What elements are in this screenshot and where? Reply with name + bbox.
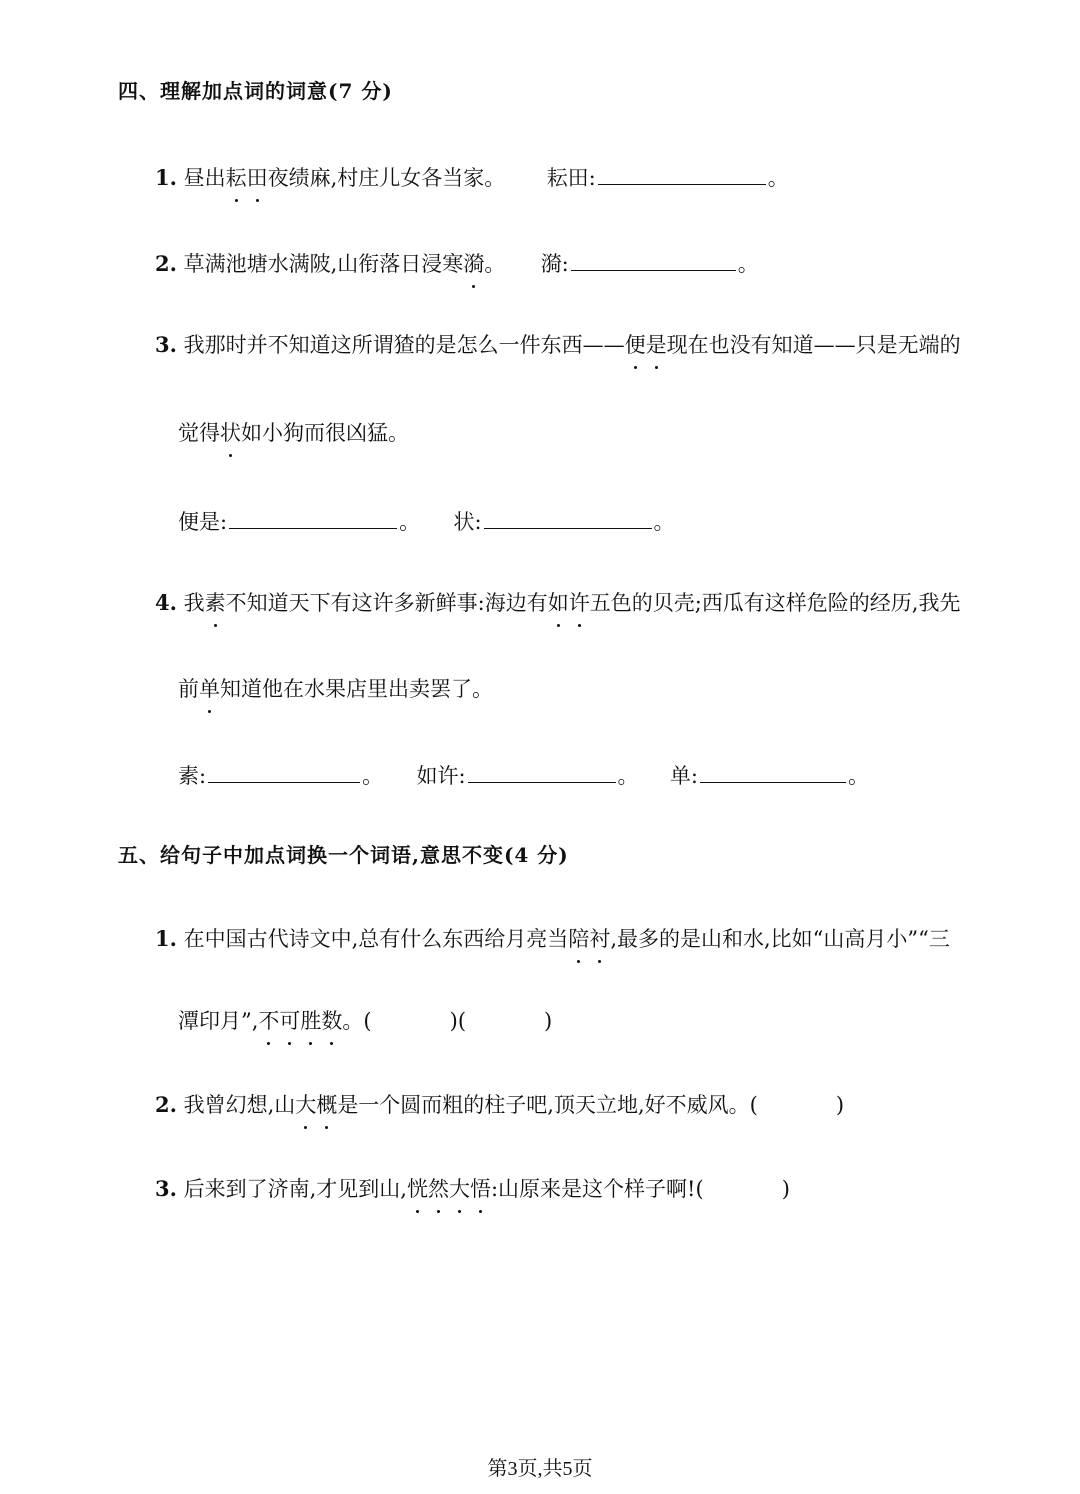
s4-question-2 (155, 246, 759, 279)
q-text: 。( (342, 1009, 372, 1033)
q-text: 如小狗而很凶猛。 (241, 421, 409, 445)
q-text: 。 (737, 252, 759, 276)
q-text: 。 (767, 166, 789, 190)
q-text: 。 (362, 764, 384, 788)
q-text: 昼出 (183, 166, 226, 190)
dotted-word (220, 421, 241, 445)
s5-question-1-line1 (155, 924, 950, 954)
q-text: 。 (399, 510, 421, 534)
answer-label: 便是: (178, 510, 228, 534)
answer-label: 耘田: (546, 166, 596, 190)
q-number: 2. (155, 1092, 177, 1117)
dotted-word (625, 333, 667, 357)
s5-question-2 (155, 1090, 844, 1120)
dotted-word (407, 1177, 491, 1201)
q-text: 潭印月”, (178, 1009, 259, 1033)
emphasis-char: 不 (258, 1006, 279, 1036)
answer-blank[interactable] (468, 758, 616, 783)
s4-question-4-line2 (178, 674, 493, 704)
emphasis-char: 衬 (589, 924, 610, 954)
answer-label: 状: (453, 510, 482, 534)
q-text: ) (835, 1093, 845, 1117)
s4-question-3-line1 (155, 330, 961, 360)
dotted-word (548, 591, 590, 615)
section-5-title: 五、给句子中加点词换一个词语,意思不变(4 分) (118, 843, 569, 867)
emphasis-char: 单 (199, 674, 220, 704)
section-4-title: 四、理解加点词的词意(7 分) (118, 79, 393, 103)
answer-blank[interactable] (208, 758, 360, 783)
emphasis-char: 可 (279, 1006, 300, 1036)
emphasis-char: 大 (449, 1174, 470, 1204)
dotted-word (199, 677, 220, 701)
answer-label: 如许: (416, 764, 466, 788)
q-number: 3. (155, 332, 177, 357)
q-text: ) (544, 1009, 553, 1033)
q-text: 。 (617, 764, 639, 788)
q-text: 觉得 (178, 421, 220, 445)
dotted-word (295, 1093, 337, 1117)
s4-question-1 (155, 160, 789, 193)
q-text: 我 (183, 591, 205, 615)
q-text: 五色的贝壳;西瓜有这样危险的经历,我先 (589, 591, 961, 615)
q-text: 知道他在水果店里出卖罢了。 (220, 677, 493, 701)
q-text: 。 (653, 510, 675, 534)
s4-question-3-answers (178, 504, 675, 537)
q-text: 草满池塘水满陂,山衔落日浸寒 (183, 252, 464, 276)
q-text: )( (449, 1009, 467, 1033)
q-number: 1. (155, 165, 177, 190)
answer-blank[interactable] (700, 758, 846, 783)
emphasis-char: 便 (625, 330, 646, 360)
answer-label: 漪: (540, 252, 569, 276)
q-text: 夜绩麻,村庄儿女各当家。 (267, 166, 506, 190)
emphasis-char: 恍 (407, 1174, 428, 1204)
q-text: 。 (484, 252, 506, 276)
emphasis-char: 陪 (568, 924, 589, 954)
dotted-word (463, 252, 484, 276)
q-text: ,最多的是山和水,比如“山高月小”“三 (610, 927, 950, 951)
dotted-word (226, 166, 268, 190)
emphasis-char: 漪 (463, 249, 484, 279)
q-text: 在中国古代诗文中,总有什么东西给月亮当 (183, 927, 569, 951)
emphasis-char: 然 (428, 1174, 449, 1204)
emphasis-char: 是 (646, 330, 667, 360)
s4-question-4-answers (178, 758, 869, 791)
q-text: 是一个圆而粗的柱子吧,顶天立地,好不威风。( (337, 1093, 758, 1117)
q-text: 我曾幻想,山 (183, 1093, 296, 1117)
emphasis-char: 田 (247, 163, 268, 193)
answer-blank[interactable] (571, 246, 736, 271)
q-text: 不知道天下有这许多新鲜事:海边有 (225, 591, 548, 615)
dotted-word (258, 1009, 342, 1033)
s5-question-1-line2 (178, 1006, 552, 1036)
q-text: 前 (178, 677, 199, 701)
emphasis-char: 胜 (300, 1006, 321, 1036)
q-number: 4. (155, 590, 177, 615)
page-footer: 第3页,共5页 (487, 1458, 593, 1480)
q-number: 2. (155, 251, 177, 276)
q-text: 。 (847, 764, 869, 788)
q-number: 3. (155, 1176, 177, 1201)
emphasis-char: 数 (321, 1006, 342, 1036)
q-text: 后来到了济南,才见到山, (183, 1177, 407, 1201)
emphasis-char: 如 (548, 588, 569, 618)
answer-label: 单: (669, 764, 698, 788)
answer-blank[interactable] (598, 160, 766, 185)
q-number: 1. (155, 926, 177, 951)
s5-question-3 (155, 1174, 790, 1204)
emphasis-char: 许 (569, 588, 590, 618)
answer-label: 素: (178, 764, 207, 788)
emphasis-char: 素 (205, 588, 226, 618)
emphasis-char: 大 (295, 1090, 316, 1120)
answer-blank[interactable] (484, 504, 652, 529)
q-text: :山原来是这个样子啊!( (490, 1177, 704, 1201)
answer-blank[interactable] (229, 504, 397, 529)
q-text: 现在也没有知道——只是无端的 (666, 333, 961, 357)
s4-question-4-line1 (155, 588, 960, 618)
emphasis-char: 概 (316, 1090, 337, 1120)
dotted-word (205, 591, 226, 615)
emphasis-char: 悟 (470, 1174, 491, 1204)
emphasis-char: 状 (220, 418, 241, 448)
q-text: 我那时并不知道这所谓猹的是怎么一件东西—— (183, 333, 625, 357)
dotted-word (568, 927, 610, 951)
s4-question-3-line2 (178, 418, 409, 448)
q-text: ) (781, 1177, 790, 1201)
emphasis-char: 耘 (226, 163, 247, 193)
